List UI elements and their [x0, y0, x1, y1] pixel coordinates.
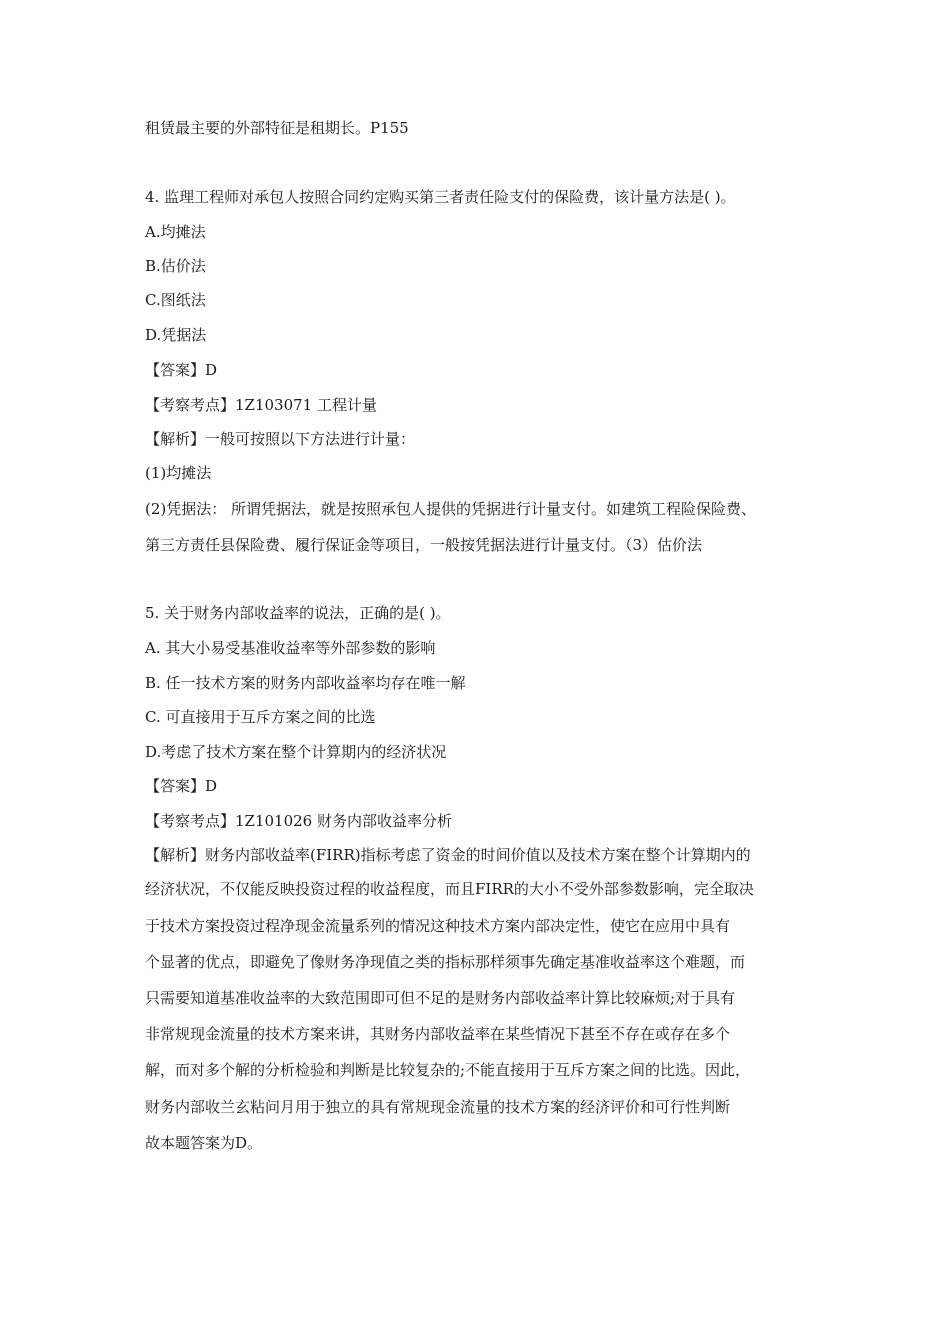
q5-analysis-line: 经济状况，不仅能反映投资过程的收益程度，而且FIRR的大小不受外部参数影响，完全取决 [145, 880, 754, 898]
q5-point: 【考察考点】1Z101026 财务内部收益率分析 [145, 812, 452, 830]
q4-option-d: D.凭据法 [145, 326, 207, 344]
q4-option-b: B.估价法 [145, 257, 206, 275]
q5-analysis-line: 故本题答案为D。 [145, 1134, 263, 1152]
q4-option-a: A.均摊法 [145, 223, 206, 241]
q5-option-b: B. 任一技术方案的财务内部收益率均存在唯一解 [145, 674, 466, 692]
q5-analysis-line: 财务内部收兰玄粘问月用于独立的具有常规现金流量的技术方案的经济评价和可行性判断 [145, 1098, 731, 1116]
q5-question: 5. 关于财务内部收益率的说法，正确的是( )。 [145, 604, 451, 622]
intro-text: 租赁最主要的外部特征是租期长。P155 [145, 119, 409, 137]
q4-point: 【考察考点】1Z103071 工程计量 [145, 396, 377, 414]
q5-analysis-line: 只需要知道基准收益率的大致范围即可但不足的是财务内部收益率计算比较麻烦;对于具有 [145, 989, 736, 1007]
q4-analysis-line: 第三方责任县保险费、履行保证金等项目，一般按凭据法进行计量支付。（3）估价法 [145, 536, 703, 554]
q4-question: 4. 监理工程师对承包人按照合同约定购买第三者责任险支付的保险费，该计量方法是( )。 [145, 188, 736, 206]
q4-analysis-title: 【解析】一般可按照以下方法进行计量： [145, 430, 416, 448]
q5-option-c: C. 可直接用于互斥方案之间的比选 [145, 708, 376, 726]
q5-answer: 【答案】D [145, 777, 218, 795]
q5-analysis-line: 非常规现金流量的技术方案来讲，其财务内部收益率在某些情况下甚至不存在或存在多个 [145, 1025, 731, 1043]
q4-analysis-line: (2)凭据法： 所谓凭据法，就是按照承包人提供的凭据进行计量支付。如建筑工程险保险费、 [145, 500, 757, 518]
q5-option-a: A. 其大小易受基准收益率等外部参数的影响 [145, 639, 436, 657]
q5-analysis-line: 个显著的优点，即避免了像财务净现值之类的指标那样须事先确定基准收益率这个难题，而 [145, 953, 746, 971]
q5-analysis-line: 解，而对多个解的分析检验和判断是比较复杂的;不能直接用于互斥方案之间的比选。因此， [145, 1061, 751, 1079]
q4-analysis-line: (1)均摊法 [145, 464, 212, 482]
q5-analysis-line: 【解析】财务内部收益率(FIRR)指标考虑了资金的时间价值以及技术方案在整个计算期内的 [145, 846, 751, 864]
q5-analysis-line: 于技术方案投资过程净现金流量系列的情况这种技术方案内部决定性，使它在应用中具有 [145, 917, 731, 935]
q4-option-c: C.图纸法 [145, 291, 206, 309]
q4-answer: 【答案】D [145, 361, 218, 379]
q5-option-d: D.考虑了技术方案在整个计算期内的经济状况 [145, 743, 447, 761]
